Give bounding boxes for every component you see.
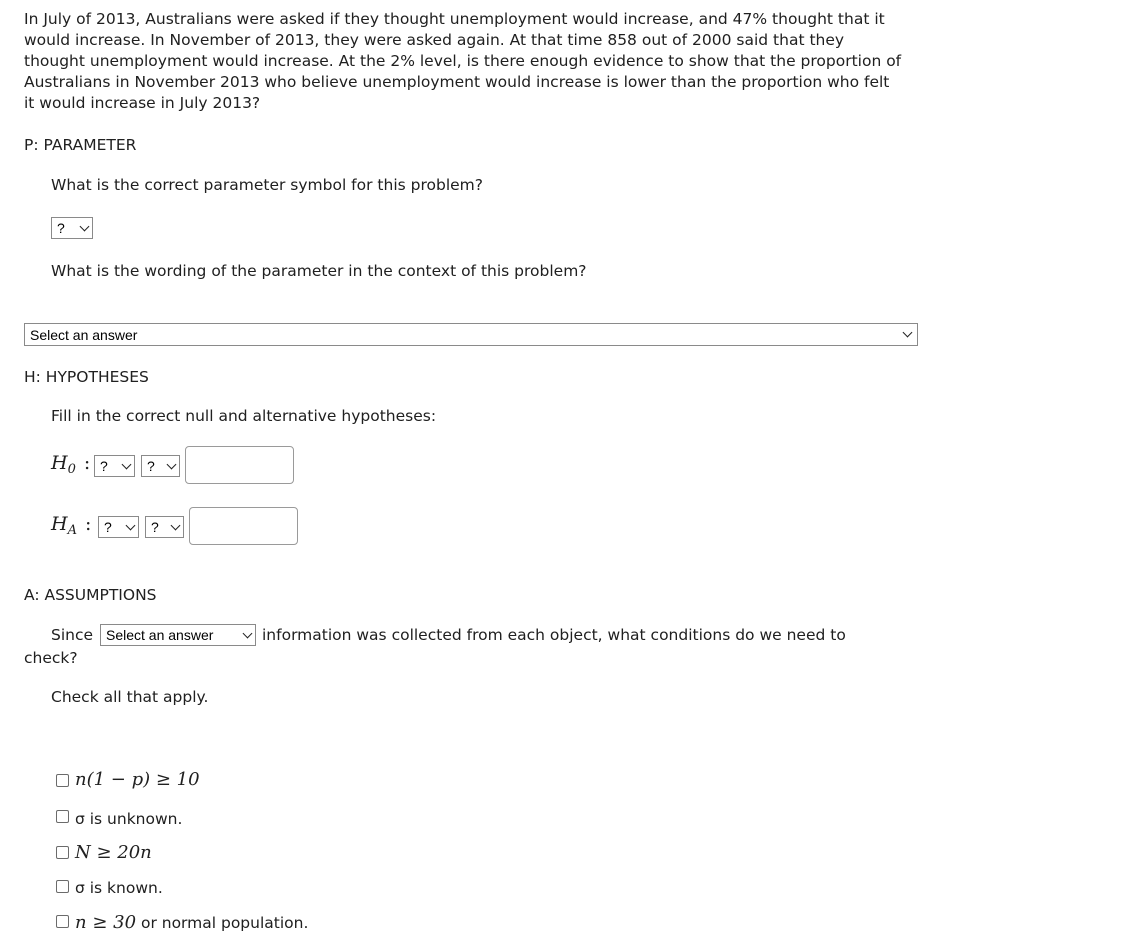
condition-checkbox-5[interactable] — [56, 915, 69, 928]
assumptions-since-text: Since — [51, 626, 94, 644]
chevron-down-icon — [80, 221, 90, 231]
alt-hypothesis-label: $H_A$ : — [51, 513, 92, 538]
assumptions-heading: A: ASSUMPTIONS — [24, 586, 157, 604]
alt-sign-select[interactable] — [145, 516, 184, 538]
null-value-input[interactable] — [185, 446, 294, 484]
question-text: In July of 2013, Australians were asked if they thought unemployment would increase, and 47% thought that it would increase. In November of 2013, they were asked again. At that time 858 out of 2000 said that they thought unemployment would increase. At the 2% level, is there enough evidence to show that the proportion of Australians in November 2013 who believe unemployment would increase is lower than the proportion who felt it would increase in July 2013? — [24, 10, 902, 112]
null-parameter-select[interactable] — [94, 455, 135, 477]
parameter-symbol-select-value: ? — [57, 220, 65, 236]
parameter-symbol-select[interactable] — [51, 217, 93, 239]
alt-sign-select-value: ? — [151, 519, 159, 535]
parameter-wording-prompt: What is the wording of the parameter in the context of this problem? — [51, 262, 587, 280]
assumptions-question-text: information was collected from each object, what conditions do we need to — [262, 626, 846, 644]
condition-label-5-math: n ≥ 30 — [75, 912, 137, 933]
parameter-heading: P: PARAMETER — [24, 136, 137, 154]
hypotheses-heading: H: HYPOTHESES — [24, 368, 149, 386]
parameter-symbol-prompt: What is the correct parameter symbol for this problem? — [51, 176, 483, 194]
chevron-down-icon — [243, 628, 253, 638]
condition-label-4: σ is known. — [75, 879, 163, 897]
null-sign-select[interactable] — [141, 455, 180, 477]
condition-label-3: N ≥ 20n — [75, 842, 152, 863]
alt-parameter-select[interactable] — [98, 516, 139, 538]
hypotheses-prompt: Fill in the correct null and alternative hypotheses: — [51, 407, 437, 425]
parameter-wording-select-value: Select an answer — [30, 326, 138, 343]
condition-checkbox-4[interactable] — [56, 880, 69, 893]
parameter-wording-select[interactable] — [24, 323, 918, 346]
condition-checkbox-1[interactable] — [56, 774, 69, 787]
info-type-select-value: Select an answer — [106, 627, 214, 643]
chevron-down-icon — [122, 459, 132, 469]
condition-label-1: n(1 − p) ≥ 10 — [75, 769, 200, 790]
condition-label-5 — [75, 912, 308, 933]
condition-checkbox-3[interactable] — [56, 846, 69, 859]
alt-value-input[interactable] — [189, 507, 298, 545]
null-sign-select-value: ? — [147, 458, 155, 474]
null-hypothesis-label: $H_0$ : — [51, 452, 91, 477]
chevron-down-icon — [167, 459, 177, 469]
assumptions-check-word: check? — [24, 649, 78, 667]
chevron-down-icon — [903, 328, 913, 338]
info-type-select[interactable] — [100, 624, 256, 646]
chevron-down-icon — [126, 520, 136, 530]
condition-label-5-text: or normal population. — [136, 914, 309, 932]
check-all-instruction: Check all that apply. — [51, 688, 209, 706]
condition-checkbox-2[interactable] — [56, 810, 69, 823]
alt-parameter-select-value: ? — [104, 519, 112, 535]
condition-label-2: σ is unknown. — [75, 810, 183, 828]
null-parameter-select-value: ? — [100, 458, 108, 474]
chevron-down-icon — [171, 520, 181, 530]
